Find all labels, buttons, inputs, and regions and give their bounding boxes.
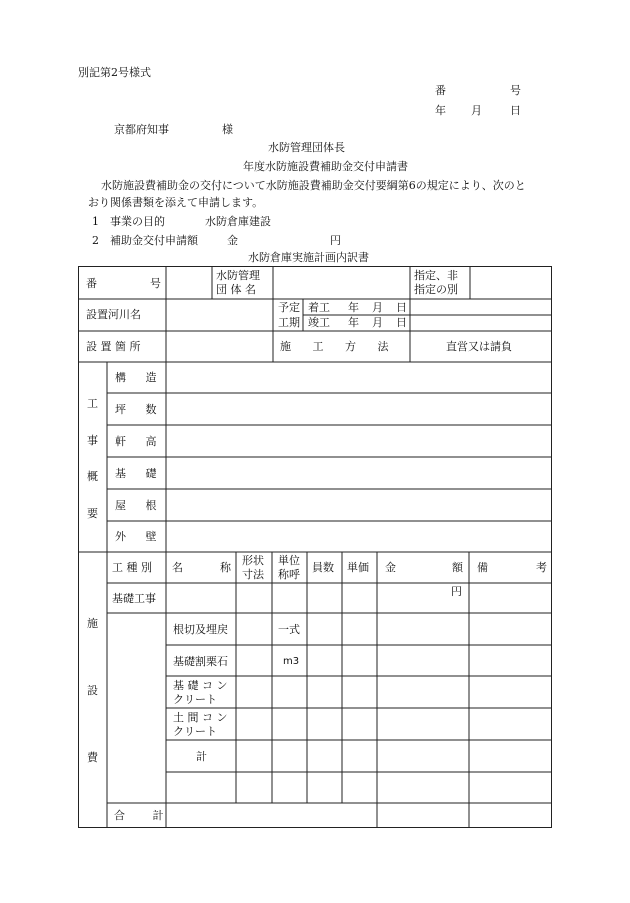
body-line-1: 水防施設費補助金の交付について水防施設費補助金交付要綱第6の規定により、次のと [101, 179, 526, 192]
item-floor-concrete-name-2: クリート [173, 725, 217, 738]
start-year: 年 [348, 301, 359, 314]
work-type-header: 工 種 別 [112, 561, 152, 574]
date-year-label: 年 [435, 104, 446, 117]
unit-price-header: 単価 [347, 561, 369, 574]
cost-group-label [78, 615, 107, 765]
yen-unit: 円 [451, 585, 462, 598]
overview-label-char: 要 [87, 506, 98, 520]
location-label: 設 置 箇 所 [86, 340, 141, 353]
overview-label-char: 工 [87, 397, 98, 410]
shape-header-2: 寸法 [242, 568, 264, 581]
end-year: 年 [348, 316, 359, 329]
addressee-suffix: 様 [222, 123, 233, 136]
number-header-a: 番 [86, 277, 97, 290]
unit-header-1: 単位 [278, 554, 300, 567]
start-day: 日 [396, 301, 407, 314]
name-header-b: 称 [220, 561, 231, 574]
item2-number: 2 [92, 234, 99, 247]
overview-item-eaves-height: 軒 高 [115, 435, 157, 448]
overview-item-structure: 構 造 [115, 371, 157, 384]
item-foundation-concrete-name-1: 基 礎 コ ン [173, 679, 228, 692]
foundation-work-label: 基礎工事 [112, 592, 156, 605]
number-header-b: 号 [150, 277, 161, 290]
document-title: 年度水防施設費補助金交付申請書 [243, 160, 408, 173]
number-label-b: 号 [510, 84, 521, 97]
number-label-a: 番 [435, 84, 446, 97]
designation-label-1: 指定、非 [414, 269, 458, 282]
item-floor-concrete-name-1: 土 間 コ ン [173, 711, 228, 724]
remarks-header-a: 備 [477, 561, 488, 574]
overview-label-char: 概 [87, 470, 98, 484]
subtotal-label: 計 [196, 750, 207, 763]
body-line-2: おり関係書類を添えて申請します。 [88, 196, 264, 209]
unit-header-2: 称呼 [278, 568, 300, 581]
cost-label-char: 施 [87, 617, 98, 630]
item2-unit: 円 [330, 234, 341, 247]
item-gravel-name: 基礎割栗石 [173, 655, 228, 668]
designation-label-2: 指定の別 [414, 283, 458, 296]
start-month: 月 [372, 301, 383, 314]
overview-item-exterior-wall: 外 壁 [115, 530, 157, 543]
shape-header-1: 形状 [242, 554, 264, 567]
schedule-label-2: 工期 [278, 316, 300, 329]
addressee: 京都府知事 [114, 123, 169, 136]
end-month: 月 [372, 316, 383, 329]
item-excavation-unit: 一式 [278, 623, 300, 636]
overview-group-label [78, 395, 107, 521]
river-label: 設置河川名 [86, 308, 141, 321]
org-name-label-2: 団 体 名 [216, 283, 256, 296]
cost-label-char: 設 [87, 684, 98, 697]
item-excavation-name: 根切及埋戻 [173, 623, 228, 636]
item-gravel-unit: m3 [283, 656, 300, 667]
count-header: 員数 [312, 561, 334, 574]
name-header-a: 名 [172, 561, 183, 574]
item2-currency: 金 [227, 234, 238, 247]
grand-total-label: 合 計 [114, 809, 164, 822]
remarks-header-b: 考 [536, 561, 547, 574]
overview-item-foundation: 基 礎 [115, 467, 157, 480]
schedule-label-1: 予定 [278, 301, 300, 314]
item-foundation-concrete-name-2: クリート [173, 693, 217, 706]
method-label: 施 工 方 法 [280, 340, 389, 353]
start-label: 着工 [308, 301, 330, 314]
date-month-label: 月 [471, 104, 482, 117]
overview-item-roof: 屋 根 [115, 499, 157, 512]
amount-header-b: 額 [452, 561, 463, 574]
amount-header-a: 金 [385, 561, 396, 574]
item1-value: 水防倉庫建設 [205, 215, 271, 228]
item2-label: 補助金交付申請額 [110, 234, 198, 247]
end-label: 竣工 [308, 316, 330, 329]
overview-item-floor-area: 坪 数 [115, 403, 157, 416]
table-title: 水防倉庫実施計画内訳書 [248, 251, 369, 264]
end-day: 日 [396, 316, 407, 329]
form-label: 別記第2号様式 [78, 66, 151, 79]
method-value: 直営又は請負 [446, 340, 512, 353]
org-name-label-1: 水防管理 [216, 269, 260, 282]
overview-label-char: 事 [87, 433, 98, 447]
sender: 水防管理団体長 [268, 141, 345, 154]
item1-label: 事業の目的 [110, 215, 165, 228]
date-day-label: 日 [510, 104, 521, 117]
item1-number: 1 [92, 215, 99, 228]
cost-label-char: 費 [87, 751, 98, 764]
